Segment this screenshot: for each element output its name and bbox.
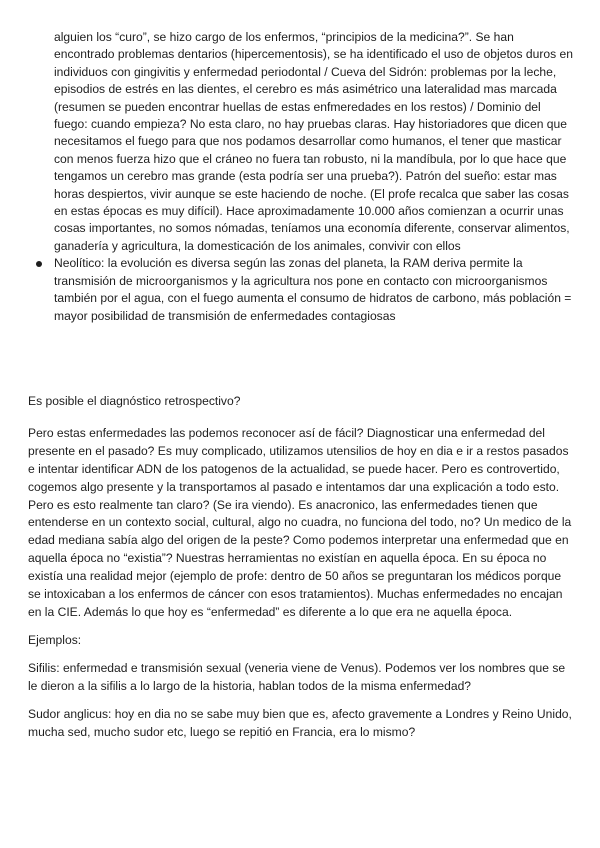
examples-label: Ejemplos: <box>28 632 82 647</box>
section-paragraph: Pero estas enfermedades las podemos reconocer así de fácil? Diagnosticar una enfermedad del presente en el pasado? Es muy complicado, utilizamos utensilios de hoy en dia e ir a restos pasados e intentar identificar ADN de los patogenos de la actualidad, se puede hacer. Pero es controvertido, cogemos algo presente y la transportamos al pasado e intentamos dar una explicación a todo esto. Pero es esto realmente tan claro? (Se ira viendo). Es anacronico, las enfermedades tienen que entenderse en un contexto social, cultural, algo no cuadra, no funciona del todo, no? Un medico de la edad mediana sabía algo del origen de la peste? Como podemos interpretar una enfermedad que en aquella época no “existia”? Nuestras herramientas no existían en aquella época. En su época no existía una realidad mejor (ejemplo de profe: dentro de 50 años se preguntaran los médicos porque se intoxicaban a los enfermos de cáncer con esos tratamientos). Muchas enfermedades no encajan en la CIE. Además lo que hoy es “enfermedad” es diferente a lo que era ne aquella época. <box>28 425 572 619</box>
bullet-item-neolitico <box>54 255 574 325</box>
bullet-continuation-text: alguien los “curo”, se hizo cargo de los enfermos, “principios de la medicina?”. Se han encontrado problemas dentarios (hipercementosis), se ha identificado el uso de objetos duros en individuos con gingivitis y enfermedad periodontal / Cueva del Sidrón: problemas por la leche, episodios de estrés en las dientes, el cerebro es más asimétrico una lateralidad mas marcada (resumen se pueden encontrar huellas de estas enfmeredades en los restos) / Dominio del fuego: cuando empieza? No esta claro, no hay pruebas claras. Hay historiadores que dicen que necesitamos el fuego para que nos podamos desarrollar como humanos, el tener que masticar con menos fuerza hizo que el cráneo no fuera tan robusto, ni la mandíbula, por lo que hace que tengamos un cerebro mas grande (esta podría ser una prueba?). Patrón del sueño: estar mas horas despiertos, vivir aunque se este haciendo de noche. (El profe recalca que saber las cosas en estas épocas es muy difícil). Hace aproximadamente 10.000 años comienzan a ocurrir unas cosas importantes, no somos nómadas, teníamos una economía diferente, conservar alimentos, ganadería y agricultura, la domesticación de los animales, convivir con ellos <box>54 30 573 253</box>
bullet-list <box>54 29 574 325</box>
bullet-dot-icon <box>36 261 42 267</box>
diagnosis-section <box>28 393 576 751</box>
example-sifilis: Sifilis: enfermedad e transmisión sexual (veneria viene de Venus). Podemos ver los nombres que se le dieron a la sifilis a lo largo de la historia, hablan todos de la misma enfermedad? <box>28 660 566 693</box>
example-sudor-anglicus: Sudor anglicus: hoy en dia no se sabe muy bien que es, afecto gravemente a Londres y Reino Unido, mucha sed, mucho sudor etc, luego se repitió en Francia, era lo mismo? <box>28 706 572 739</box>
bullet-neolitico-text: Neolítico: la evolución es diversa según las zonas del planeta, la RAM deriva permite la transmisión de microorganismos y la agricultura nos pone en contacto con microorganismos también por el agua, con el fuego aumenta el consumo de hidratos de carbono, más población = mayor posibilidad de transmisión de enfermedades contagiosas <box>54 256 572 323</box>
section-heading: Es posible el diagnóstico retrospectivo? <box>28 394 241 408</box>
